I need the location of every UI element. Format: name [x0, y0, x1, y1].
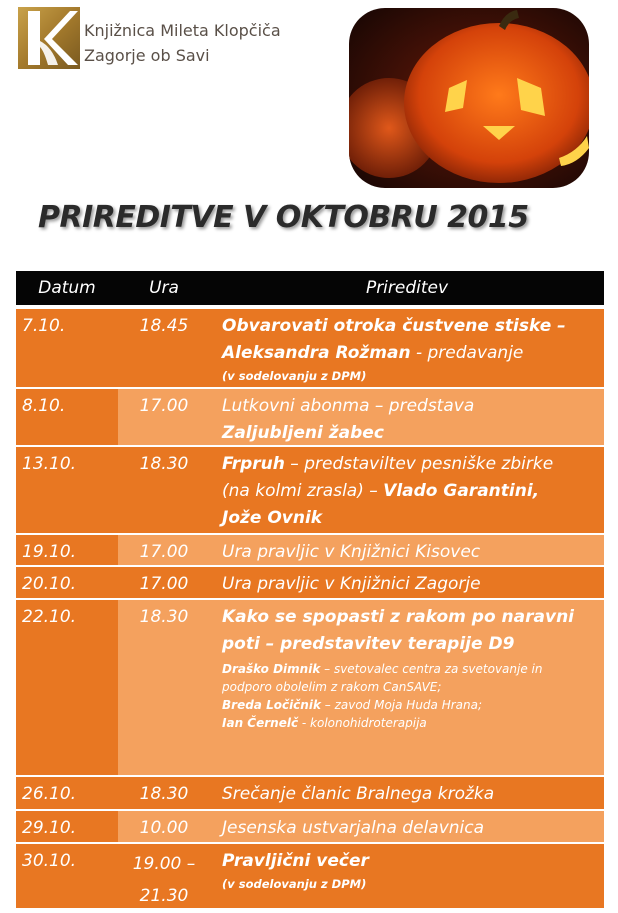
- presenter-3-role: - kolonohidroterapija: [298, 716, 427, 730]
- event-title-2: poti – predstavitev terapije D9: [222, 634, 515, 654]
- event-time-start: 19.00 –: [132, 854, 196, 874]
- table-row: [16, 809, 604, 842]
- event-description: Ura pravljic v Knjižnici Kisovec: [210, 535, 604, 565]
- presenter-3-name: Ian Černelč: [222, 716, 299, 730]
- event-date: 19.10.: [16, 535, 118, 565]
- event-date: 7.10.: [16, 309, 118, 387]
- presenter-1-role: – svetovalec centra za svetovanje in podporo obolelim z rakom CanSAVE;: [222, 662, 543, 694]
- library-name: [84, 18, 281, 68]
- event-title: Lutkovni abonma – predstava: [222, 396, 475, 416]
- event-description: [210, 309, 604, 387]
- event-time: [118, 844, 210, 908]
- library-name-line1: Knjižnica Mileta Klopčiča: [84, 21, 281, 40]
- event-date: 29.10.: [16, 811, 118, 842]
- table-row: [16, 598, 604, 775]
- table-row: [16, 387, 604, 445]
- table-row: [16, 775, 604, 809]
- event-date: 26.10.: [16, 777, 118, 809]
- event-time: 18.30: [118, 777, 210, 809]
- event-title: Frpruh: [222, 454, 285, 474]
- event-detail: – predstaviltev pesniške zbirke: [284, 454, 554, 474]
- event-note: (v sodelovanju z DPM): [222, 877, 367, 891]
- event-note: (v sodelovanju z DPM): [222, 369, 367, 383]
- event-time-end: 21.30: [139, 886, 189, 906]
- column-header-time: Ura: [149, 278, 179, 298]
- event-date: 8.10.: [16, 389, 118, 445]
- presenter-1-name: Draško Dimnik: [222, 662, 321, 676]
- event-date: 20.10.: [16, 567, 118, 598]
- table-row: [16, 842, 604, 908]
- k-letter-logo-icon: [18, 7, 80, 69]
- event-date: 30.10.: [16, 844, 118, 908]
- event-description: [210, 447, 604, 533]
- table-row: [16, 445, 604, 533]
- event-title: Kako se spopasti z rakom po naravni: [222, 607, 574, 627]
- presenter-2-name: Breda Ločičnik: [222, 698, 321, 712]
- event-time: 18.45: [118, 309, 210, 387]
- event-description: Srečanje članic Bralnega krožka: [210, 777, 604, 809]
- table-header-row: [16, 271, 604, 307]
- event-speaker-2: Jože Ovnik: [222, 508, 323, 528]
- event-time: 17.00: [118, 389, 210, 445]
- event-date: 13.10.: [16, 447, 118, 533]
- column-header-date: Datum: [38, 278, 96, 298]
- halloween-pumpkin-photo-icon: [349, 8, 589, 188]
- event-date: 22.10.: [16, 600, 118, 775]
- event-description: [210, 389, 604, 445]
- table-row: [16, 565, 604, 598]
- column-header-event: Prireditev: [365, 278, 449, 298]
- event-time: 10.00: [118, 811, 210, 842]
- event-time: 17.00: [118, 535, 210, 565]
- event-description: [210, 600, 604, 775]
- table-row: [16, 307, 604, 387]
- event-time: 18.30: [118, 600, 210, 775]
- event-description: [210, 844, 604, 908]
- events-table: [16, 271, 604, 908]
- library-name-line2: Zagorje ob Savi: [84, 46, 210, 65]
- event-title: Obvarovati otroka čustvene stiske –: [222, 316, 566, 336]
- event-detail-2: (na kolmi zrasla) –: [222, 481, 384, 501]
- presenter-2-role: – zavod Moja Huda Hrana;: [320, 698, 483, 712]
- event-speaker: Aleksandra Rožman: [222, 343, 411, 363]
- event-type: - predavanje: [410, 343, 524, 363]
- event-show-name: Zaljubljeni žabec: [222, 423, 384, 443]
- event-description: Jesenska ustvarjalna delavnica: [210, 811, 604, 842]
- event-time: 18.30: [118, 447, 210, 533]
- page-title: PRIREDITVE V OKTOBRU 2015: [38, 200, 529, 235]
- event-description: Ura pravljic v Knjižnici Zagorje: [210, 567, 604, 598]
- event-time: 17.00: [118, 567, 210, 598]
- table-row: [16, 533, 604, 565]
- event-title: Pravljični večer: [222, 851, 369, 871]
- event-speaker: Vlado Garantini,: [383, 481, 540, 501]
